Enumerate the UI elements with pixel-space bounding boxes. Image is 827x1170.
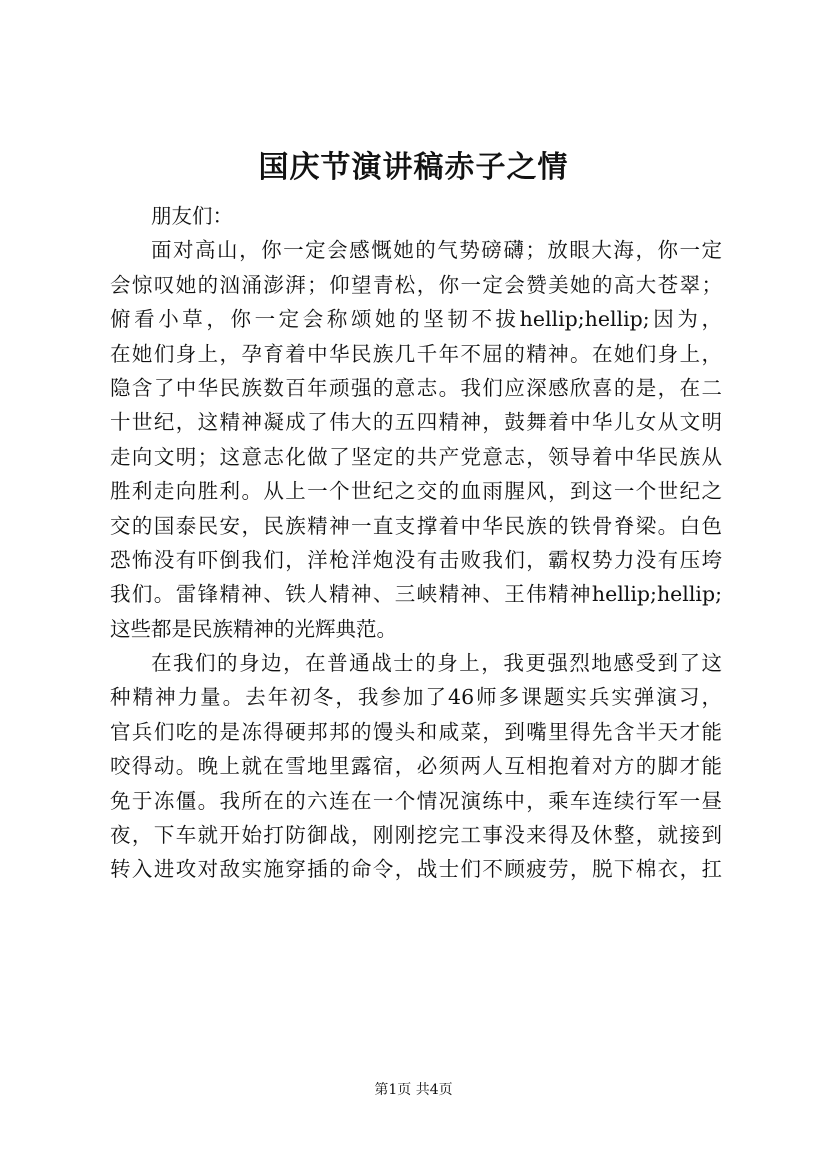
paragraph-line: 这些都是民族精神的光辉典范。	[110, 616, 397, 641]
paragraph-line: 恐怖没有吓倒我们，洋枪洋炮没有击败我们，霸权势力没有压垮	[110, 547, 722, 572]
paragraph-line: 咬得动。晚上就在雪地里露宿，必须两人互相抱着对方的脚才能	[110, 754, 722, 779]
paragraph-2	[110, 646, 722, 887]
paragraph-line: 隐含了中华民族数百年顽强的意志。我们应深感欣喜的是，在二	[110, 375, 722, 400]
salutation: 朋友们：	[151, 204, 233, 228]
paragraph-line: 种精神力量。去年初冬，我参加了46师多课题实兵实弹演习，	[110, 685, 722, 710]
paragraph-line: 夜，下车就开始打防御战，刚刚挖完工事没来得及休整，就接到	[110, 823, 722, 848]
paragraph-line: 官兵们吃的是冻得硬邦邦的馒头和咸菜，到嘴里得先含半天才能	[110, 719, 722, 744]
paragraph-line: 交的国泰民安，民族精神一直支撑着中华民族的铁骨脊梁。白色	[110, 513, 722, 538]
paragraph-line: 会惊叹她的汹涌澎湃；仰望青松，你一定会赞美她的高大苍翠；	[110, 272, 722, 297]
paragraph-line: 十世纪，这精神凝成了伟大的五四精神，鼓舞着中华儿女从文明	[110, 410, 722, 435]
paragraph-line: 走向文明；这意志化做了坚定的共产党意志，领导着中华民族从	[110, 444, 722, 469]
paragraph-line: 转入进攻对敌实施穿插的命令，战士们不顾疲劳，脱下棉衣，扛	[110, 857, 722, 882]
page-footer: 第1页 共4页	[374, 1082, 453, 1098]
paragraph-1	[110, 233, 722, 646]
paragraph-line: 俯看小草，你一定会称颂她的坚韧不拔hellip;hellip;因为，	[110, 307, 722, 332]
paragraph-line: 在我们的身边，在普通战士的身上，我更强烈地感受到了这	[151, 651, 722, 676]
paragraph-line: 胜利走向胜利。从上一个世纪之交的血雨腥风，到这一个世纪之	[110, 479, 722, 504]
document-title: 国庆节演讲稿赤子之情	[258, 150, 569, 185]
paragraph-line: 我们。雷锋精神、铁人精神、三峡精神、王伟精神hellip;hellip;	[110, 582, 722, 607]
paragraph-line: 面对高山，你一定会感慨她的气势磅礴；放眼大海，你一定	[151, 238, 722, 263]
paragraph-line: 在她们身上，孕育着中华民族几千年不屈的精神。在她们身上，	[110, 341, 722, 366]
paragraph-line: 免于冻僵。我所在的六连在一个情况演练中，乘车连续行军一昼	[110, 788, 722, 813]
document-body	[110, 199, 722, 887]
